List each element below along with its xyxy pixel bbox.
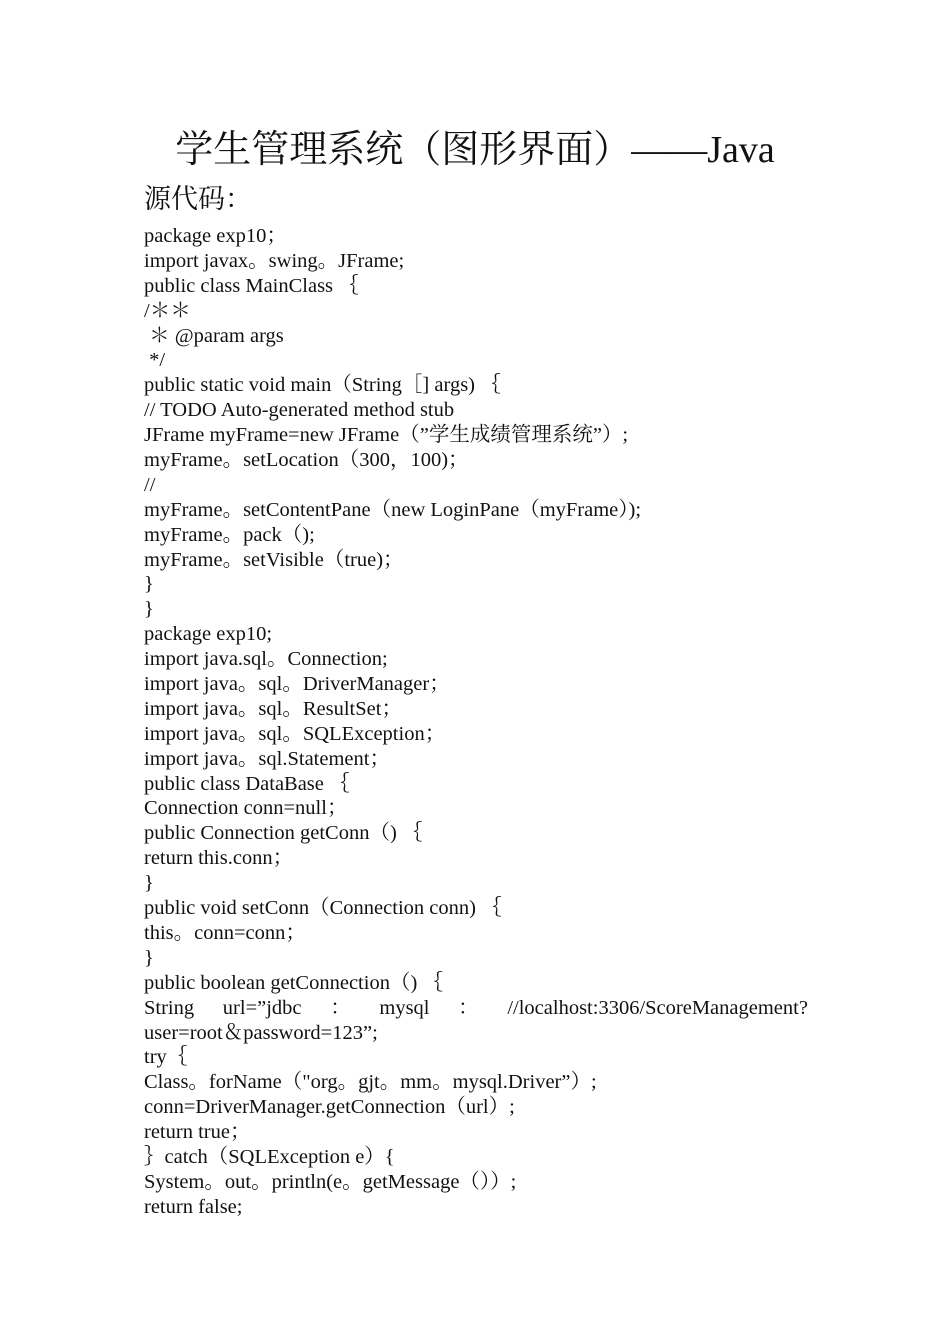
code-line: import java。sql.Statement； [144, 747, 390, 770]
code-line: Connection conn=null； [144, 797, 348, 820]
code-token: //localhost:3306/ScoreManagement? [507, 996, 808, 1019]
code-line: } [144, 946, 154, 969]
code-line: user=root＆password=123”; [144, 1021, 378, 1044]
code-line: conn=DriverManager.getConnection（url）; [144, 1096, 515, 1119]
code-line: try｛ [144, 1046, 188, 1069]
document-title: 学生管理系统（图形界面）——Java [175, 129, 775, 171]
code-line: this。conn=conn； [144, 921, 306, 944]
code-line: public boolean getConnection（) ｛ [144, 971, 443, 994]
code-line: JFrame myFrame=new JFrame（”学生成绩管理系统”）; [144, 424, 629, 447]
code-lines-part-2 [144, 1021, 808, 1220]
code-line: import java。sql。SQLException； [144, 722, 446, 745]
code-line: // [144, 473, 156, 496]
code-line: // TODO Auto-generated method stub [144, 399, 455, 422]
code-token: mysql [379, 996, 430, 1019]
source-code-block [144, 224, 808, 1220]
code-token: String [144, 996, 195, 1019]
section-label: 源代码： [144, 184, 252, 214]
code-line: return false; [144, 1195, 243, 1218]
code-line: } [144, 573, 154, 596]
code-line: myFrame。setVisible（true)； [144, 548, 404, 571]
code-line: public Connection getConn（) ｛ [144, 822, 423, 845]
code-line: myFrame。setLocation（300，100)； [144, 449, 469, 472]
code-line: return true； [144, 1121, 251, 1144]
code-line: package exp10； [144, 225, 287, 247]
code-line: } [144, 872, 154, 895]
code-line: */ [144, 349, 166, 372]
code-line: import java。sql。DriverManager； [144, 673, 450, 696]
code-line: Class。forName（"org。gjt。mm。mysql.Driver”）; [144, 1071, 597, 1094]
code-line: System。out。println(e。getMessage（））; [144, 1170, 517, 1193]
code-line: package exp10; [144, 623, 273, 646]
code-line: ｝catch（SQLException e）{ [144, 1145, 395, 1168]
code-line: public class DataBase ｛ [144, 772, 350, 795]
code-line: ＊ @param args [144, 324, 284, 347]
code-line: public void setConn（Connection conn) ｛ [144, 897, 502, 920]
code-line: myFrame。setContentPane（new LoginPane（myFrame）); [144, 498, 642, 521]
code-line: public class MainClass ｛ [144, 274, 359, 297]
code-line: import java。sql。ResultSet； [144, 697, 402, 720]
code-line: import javax。swing。JFrame; [144, 249, 405, 272]
code-line: return this.conn； [144, 847, 294, 870]
code-line: import java.sql。Connection; [144, 648, 388, 671]
code-lines-part-1 [144, 224, 808, 996]
code-line-url [144, 996, 808, 1021]
code-token: ： [330, 996, 351, 1019]
code-token: url=”jdbc [222, 996, 302, 1019]
code-line: /＊＊ [144, 299, 191, 322]
code-token: ： [458, 996, 479, 1019]
code-line: public static void main（String［] args) ｛ [144, 374, 501, 397]
code-line: } [144, 598, 154, 621]
code-line: myFrame。pack（); [144, 523, 315, 546]
